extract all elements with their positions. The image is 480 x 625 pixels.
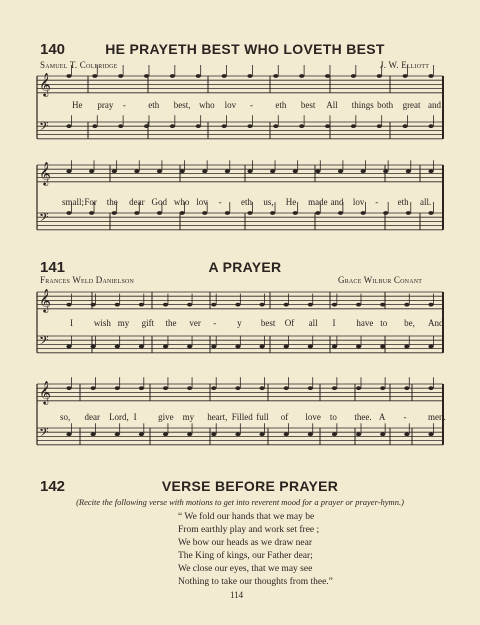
note-head: [89, 211, 94, 215]
note-head: [284, 386, 289, 390]
note-head: [308, 432, 313, 436]
note-head: [270, 169, 275, 173]
hymn-142-instruction: (Recite the following verse with motions to get into reverent mood for a prayer or prayer-hymn.): [76, 497, 404, 507]
hymn-140-composer: J. W. Elliott: [380, 60, 430, 70]
lyric-syllable: men.: [428, 412, 446, 422]
note-head: [139, 432, 144, 436]
note-head: [377, 124, 382, 128]
note-head: [134, 211, 139, 215]
lyric-syllable: who: [199, 100, 215, 110]
hymn-141-author: Frances Weld Danielson: [40, 275, 135, 285]
lyric-syllable: my: [182, 412, 195, 422]
hymn-141-lyrics-1: [0, 318, 480, 330]
verse-line: Nothing to take our thoughts from thee.”: [178, 577, 333, 587]
note-head: [187, 303, 192, 307]
note-head: [187, 432, 192, 436]
lyric-syllable: heart,: [207, 412, 228, 422]
lyric-syllable: wish: [93, 318, 111, 328]
lyric-syllable: Of: [284, 318, 295, 328]
note-head: [308, 386, 313, 390]
clef: 𝄢: [39, 333, 49, 351]
lyric-syllable: so,: [60, 412, 71, 422]
clef: 𝄢: [39, 425, 49, 443]
lyric-syllable: Filled: [231, 412, 253, 422]
note-head: [163, 345, 168, 349]
note-head: [338, 211, 343, 215]
note-head: [118, 124, 123, 128]
note-head: [247, 74, 252, 78]
lyric-syllable: of: [280, 412, 289, 422]
note-head: [235, 303, 240, 307]
hymn-142-number: 142: [40, 478, 66, 495]
note-head: [315, 211, 320, 215]
note-head: [180, 169, 185, 173]
note-head: [115, 432, 120, 436]
lyric-syllable: both: [377, 100, 394, 110]
lyric-syllable: be,: [404, 318, 415, 328]
lyric-syllable: All: [326, 100, 338, 110]
hymn-141-composer: Grace Wilbur Conant: [338, 275, 423, 285]
lyric-syllable: dear: [129, 197, 145, 207]
note-head: [163, 303, 168, 307]
note-head: [404, 303, 409, 307]
lyric-syllable: -: [375, 197, 379, 207]
clef: 𝄢: [39, 210, 49, 228]
note-head: [404, 386, 409, 390]
lyric-syllable: eth: [148, 100, 160, 110]
lyric-syllable: -: [122, 100, 126, 110]
note-head: [112, 169, 117, 173]
verse-line: From earthly play and work set free ;: [178, 525, 320, 535]
note-head: [66, 169, 71, 173]
note-head: [404, 432, 409, 436]
lyric-syllable: made: [308, 197, 328, 207]
note-head: [383, 211, 388, 215]
note-head: [115, 303, 120, 307]
note-head: [308, 345, 313, 349]
note-head: [92, 74, 97, 78]
verse-line: “ We fold our hands that we may be: [178, 512, 315, 522]
lyric-syllable: best: [300, 100, 316, 110]
lyric-syllable: to: [329, 412, 337, 422]
note-head: [325, 74, 330, 78]
hymn-141-title: A PRAYER: [208, 259, 282, 275]
lyric-syllable: lov: [196, 197, 208, 207]
verse-line: The King of kings, our Father dear;: [178, 551, 313, 561]
note-head: [361, 169, 366, 173]
lyric-syllable: us,: [263, 197, 274, 207]
note-head: [202, 211, 207, 215]
note-head: [235, 432, 240, 436]
hymn-140-title: HE PRAYETH BEST WHO LOVETH BEST: [105, 41, 385, 57]
lyric-syllable: best,: [173, 100, 191, 110]
lyric-syllable: eth: [275, 100, 287, 110]
lyric-syllable: God: [151, 197, 167, 207]
note-head: [380, 345, 385, 349]
note-head: [222, 124, 227, 128]
note-head: [293, 169, 298, 173]
lyric-syllable: He: [285, 197, 297, 207]
note-head: [338, 169, 343, 173]
note-head: [66, 303, 71, 307]
lyric-syllable: And: [428, 318, 444, 328]
note-head: [66, 124, 71, 128]
hymn-140-lyrics-2: [0, 197, 480, 209]
note-head: [284, 432, 289, 436]
note-head: [196, 124, 201, 128]
lyric-syllable: full: [256, 412, 269, 422]
note-head: [259, 303, 264, 307]
lyric-syllable: -: [213, 318, 217, 328]
lyric-syllable: to: [380, 318, 388, 328]
note-head: [66, 74, 71, 78]
note-head: [428, 303, 433, 307]
note-head: [247, 169, 252, 173]
note-head: [284, 345, 289, 349]
note-head: [380, 303, 385, 307]
note-head: [66, 386, 71, 390]
note-head: [380, 386, 385, 390]
lyric-syllable: Lord,: [109, 412, 129, 422]
note-head: [247, 124, 252, 128]
lyric-syllable: small;: [62, 197, 84, 207]
clef: 𝄞: [39, 288, 51, 312]
verse-line: We close our eyes, that we may see: [178, 564, 313, 574]
note-head: [315, 169, 320, 173]
note-head: [403, 124, 408, 128]
note-head: [332, 345, 337, 349]
note-head: [403, 74, 408, 78]
lyric-syllable: I: [133, 412, 137, 422]
lyric-syllable: dear: [84, 412, 101, 422]
lyric-syllable: -: [250, 100, 253, 110]
lyric-syllable: y: [237, 318, 242, 328]
lyric-syllable: all: [308, 318, 318, 328]
lyric-syllable: the: [165, 318, 177, 328]
lyric-syllable: For: [84, 197, 97, 207]
note-head: [187, 345, 192, 349]
note-head: [235, 386, 240, 390]
note-head: [351, 74, 356, 78]
note-head: [92, 124, 97, 128]
note-head: [66, 432, 71, 436]
lyric-syllable: things: [351, 100, 374, 110]
clef: 𝄞: [39, 161, 51, 185]
note-head: [247, 211, 252, 215]
lyric-syllable: lov: [352, 197, 365, 207]
note-head: [259, 386, 264, 390]
note-head: [270, 211, 275, 215]
lyric-syllable: and: [330, 197, 344, 207]
note-head: [332, 432, 337, 436]
note-head: [144, 74, 149, 78]
lyric-syllable: best: [260, 318, 276, 328]
note-head: [356, 386, 361, 390]
note-head: [356, 303, 361, 307]
note-head: [380, 432, 385, 436]
note-head: [157, 211, 162, 215]
lyric-syllable: and: [428, 100, 441, 110]
note-head: [134, 169, 139, 173]
lyric-syllable: He: [72, 100, 83, 110]
lyric-syllable: give: [158, 412, 174, 422]
note-head: [284, 303, 289, 307]
note-head: [66, 211, 71, 215]
lyric-syllable: eth: [241, 197, 252, 207]
note-head: [91, 432, 96, 436]
hymn-141-lyrics-2: [0, 412, 480, 424]
lyric-syllable: -: [218, 197, 222, 207]
clef: 𝄞: [39, 380, 51, 404]
note-head: [332, 303, 337, 307]
page-number: 114: [230, 590, 244, 600]
lyric-syllable: have: [356, 318, 374, 328]
lyric-syllable: thee.: [354, 412, 372, 422]
note-head: [361, 211, 366, 215]
note-head: [196, 74, 201, 78]
note-head: [351, 124, 356, 128]
note-head: [356, 345, 361, 349]
lyric-syllable: I: [332, 318, 336, 328]
lyric-syllable: lov: [224, 100, 237, 110]
note-head: [299, 124, 304, 128]
note-head: [211, 432, 216, 436]
note-head: [115, 345, 120, 349]
clef: 𝄢: [39, 119, 49, 137]
note-head: [139, 345, 144, 349]
note-head: [89, 169, 94, 173]
note-head: [428, 169, 433, 173]
note-head: [144, 124, 149, 128]
note-head: [115, 386, 120, 390]
note-head: [428, 124, 433, 128]
lyric-syllable: who: [173, 197, 190, 207]
note-head: [325, 124, 330, 128]
hymn-140-lyrics-1: [0, 100, 480, 112]
note-head: [273, 124, 278, 128]
note-head: [211, 386, 216, 390]
lyric-syllable: great: [402, 100, 421, 110]
lyric-syllable: love: [305, 412, 321, 422]
note-head: [163, 386, 168, 390]
note-head: [428, 74, 433, 78]
lyric-syllable: I: [70, 318, 73, 328]
note-head: [112, 211, 117, 215]
lyric-syllable: ver: [189, 318, 201, 328]
note-head: [91, 345, 96, 349]
note-head: [293, 211, 298, 215]
note-head: [332, 386, 337, 390]
lyric-syllable: eth: [397, 197, 409, 207]
note-head: [187, 386, 192, 390]
note-head: [180, 211, 185, 215]
note-head: [157, 169, 162, 173]
note-head: [428, 345, 433, 349]
note-head: [308, 303, 313, 307]
note-head: [139, 386, 144, 390]
lyric-syllable: pray: [97, 100, 114, 110]
note-head: [428, 211, 433, 215]
lyric-syllable: my: [117, 318, 130, 328]
note-head: [139, 303, 144, 307]
hymn-140-number: 140: [40, 41, 66, 58]
note-head: [259, 432, 264, 436]
lyric-syllable: gift: [141, 318, 155, 328]
hymn-142-title: VERSE BEFORE PRAYER: [161, 478, 339, 494]
note-head: [406, 169, 411, 173]
note-head: [202, 169, 207, 173]
note-head: [118, 74, 123, 78]
note-head: [170, 74, 175, 78]
note-head: [406, 211, 411, 215]
note-head: [163, 432, 168, 436]
hymn-141-number: 141: [40, 259, 66, 276]
note-head: [91, 303, 96, 307]
note-head: [377, 74, 382, 78]
note-head: [383, 169, 388, 173]
note-head: [428, 432, 433, 436]
hymn-142-verse: [178, 511, 333, 589]
note-head: [356, 432, 361, 436]
lyric-syllable: -: [403, 412, 407, 422]
hymn-140-author: Samuel T. Coleridge: [40, 60, 118, 70]
note-head: [235, 345, 240, 349]
note-head: [66, 345, 71, 349]
note-head: [428, 386, 433, 390]
lyric-syllable: all.: [420, 197, 432, 207]
lyric-syllable: A: [378, 412, 386, 422]
note-head: [225, 211, 230, 215]
verse-line: We bow our heads as we draw near: [178, 538, 313, 548]
note-head: [211, 303, 216, 307]
note-head: [222, 74, 227, 78]
note-head: [299, 74, 304, 78]
clef: 𝄞: [39, 72, 51, 96]
note-head: [404, 345, 409, 349]
lyric-syllable: the: [106, 197, 118, 207]
note-head: [170, 124, 175, 128]
note-head: [273, 74, 278, 78]
note-head: [211, 345, 216, 349]
note-head: [225, 169, 230, 173]
note-head: [259, 345, 264, 349]
note-head: [91, 386, 96, 390]
